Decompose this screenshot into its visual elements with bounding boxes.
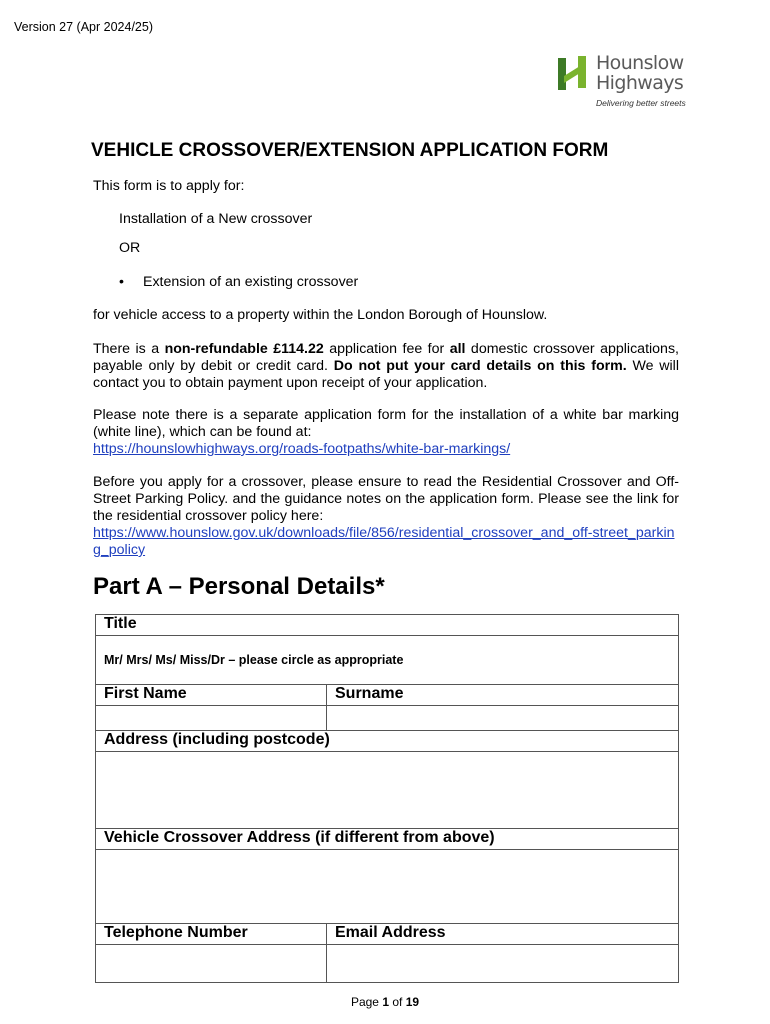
h-logo-icon: [556, 54, 588, 92]
footer-current-page: 1: [382, 995, 389, 1009]
title-label: Title: [96, 615, 679, 636]
address-label: Address (including postcode): [96, 731, 679, 752]
option-extension-item: [119, 274, 358, 290]
policy-paragraph: [93, 474, 679, 559]
footer-of-word: of: [389, 995, 406, 1009]
surname-label: Surname: [327, 685, 679, 706]
or-text: OR: [119, 240, 141, 256]
part-a-heading: Part A – Personal Details*: [93, 573, 385, 600]
crossover-address-label: Vehicle Crossover Address (if different from above): [96, 829, 679, 850]
surname-field[interactable]: [327, 706, 679, 731]
white-bar-paragraph: [93, 407, 679, 458]
logo-text-highways: Highways: [596, 72, 684, 94]
policy-link[interactable]: https://www.hounslow.gov.uk/downloads/file/856/residential_crossover_and_off-street_parking_policy: [93, 525, 675, 558]
policy-text: Before you apply for a crossover, please ensure to read the Residential Crossover and Off-Street Parking Policy. and the guidance notes on the application form. Please see the link for the residential crossover policy here:: [93, 474, 679, 524]
telephone-field[interactable]: [96, 945, 327, 983]
option-new-crossover: Installation of a New crossover: [119, 211, 313, 227]
footer-page-word: Page: [350, 995, 383, 1009]
page-footer: [0, 995, 770, 1009]
version-label: Version 27 (Apr 2024/25): [14, 20, 153, 34]
fee-text-1: There is a: [93, 341, 165, 357]
access-text: for vehicle access to a property within the London Borough of Hounslow.: [93, 307, 548, 323]
email-label: Email Address: [327, 924, 679, 945]
hounslow-highways-logo: [556, 52, 706, 114]
first-name-field[interactable]: [96, 706, 327, 731]
logo-text-hounslow: Hounslow: [596, 52, 684, 74]
fee-text-3: domestic crossover applications, payable only by debit or credit card.: [93, 341, 679, 374]
telephone-label: Telephone Number: [96, 924, 327, 945]
bullet-icon: •: [119, 274, 124, 290]
address-field[interactable]: [96, 752, 679, 829]
form-title: VEHICLE CROSSOVER/EXTENSION APPLICATION FORM: [91, 140, 609, 161]
title-options-field[interactable]: Mr/ Mrs/ Ms/ Miss/Dr – please circle as appropriate: [96, 636, 679, 685]
intro-text: This form is to apply for:: [93, 178, 245, 194]
fee-card-warning: Do not put your card details on this form.: [333, 358, 627, 374]
white-bar-link[interactable]: https://hounslowhighways.org/roads-footpaths/white-bar-markings/: [93, 441, 511, 457]
footer-total-pages: 19: [405, 995, 420, 1009]
email-field[interactable]: [327, 945, 679, 983]
fee-text-4: We will contact you to obtain payment upon receipt of your application.: [93, 358, 679, 391]
first-name-label: First Name: [96, 685, 327, 706]
fee-text-2: application fee for: [323, 341, 450, 357]
crossover-address-field[interactable]: [96, 850, 679, 924]
personal-details-table: [95, 614, 679, 983]
white-bar-text: Please note there is a separate application form for the installation of a white bar marking (white line), which can be found at:: [93, 407, 679, 440]
fee-all: all: [449, 341, 466, 357]
fee-paragraph: [93, 341, 679, 392]
fee-amount: non-refundable £114.22: [164, 341, 324, 357]
option-extension-text: Extension of an existing crossover: [143, 274, 359, 290]
logo-tagline: Delivering better streets: [596, 98, 686, 108]
